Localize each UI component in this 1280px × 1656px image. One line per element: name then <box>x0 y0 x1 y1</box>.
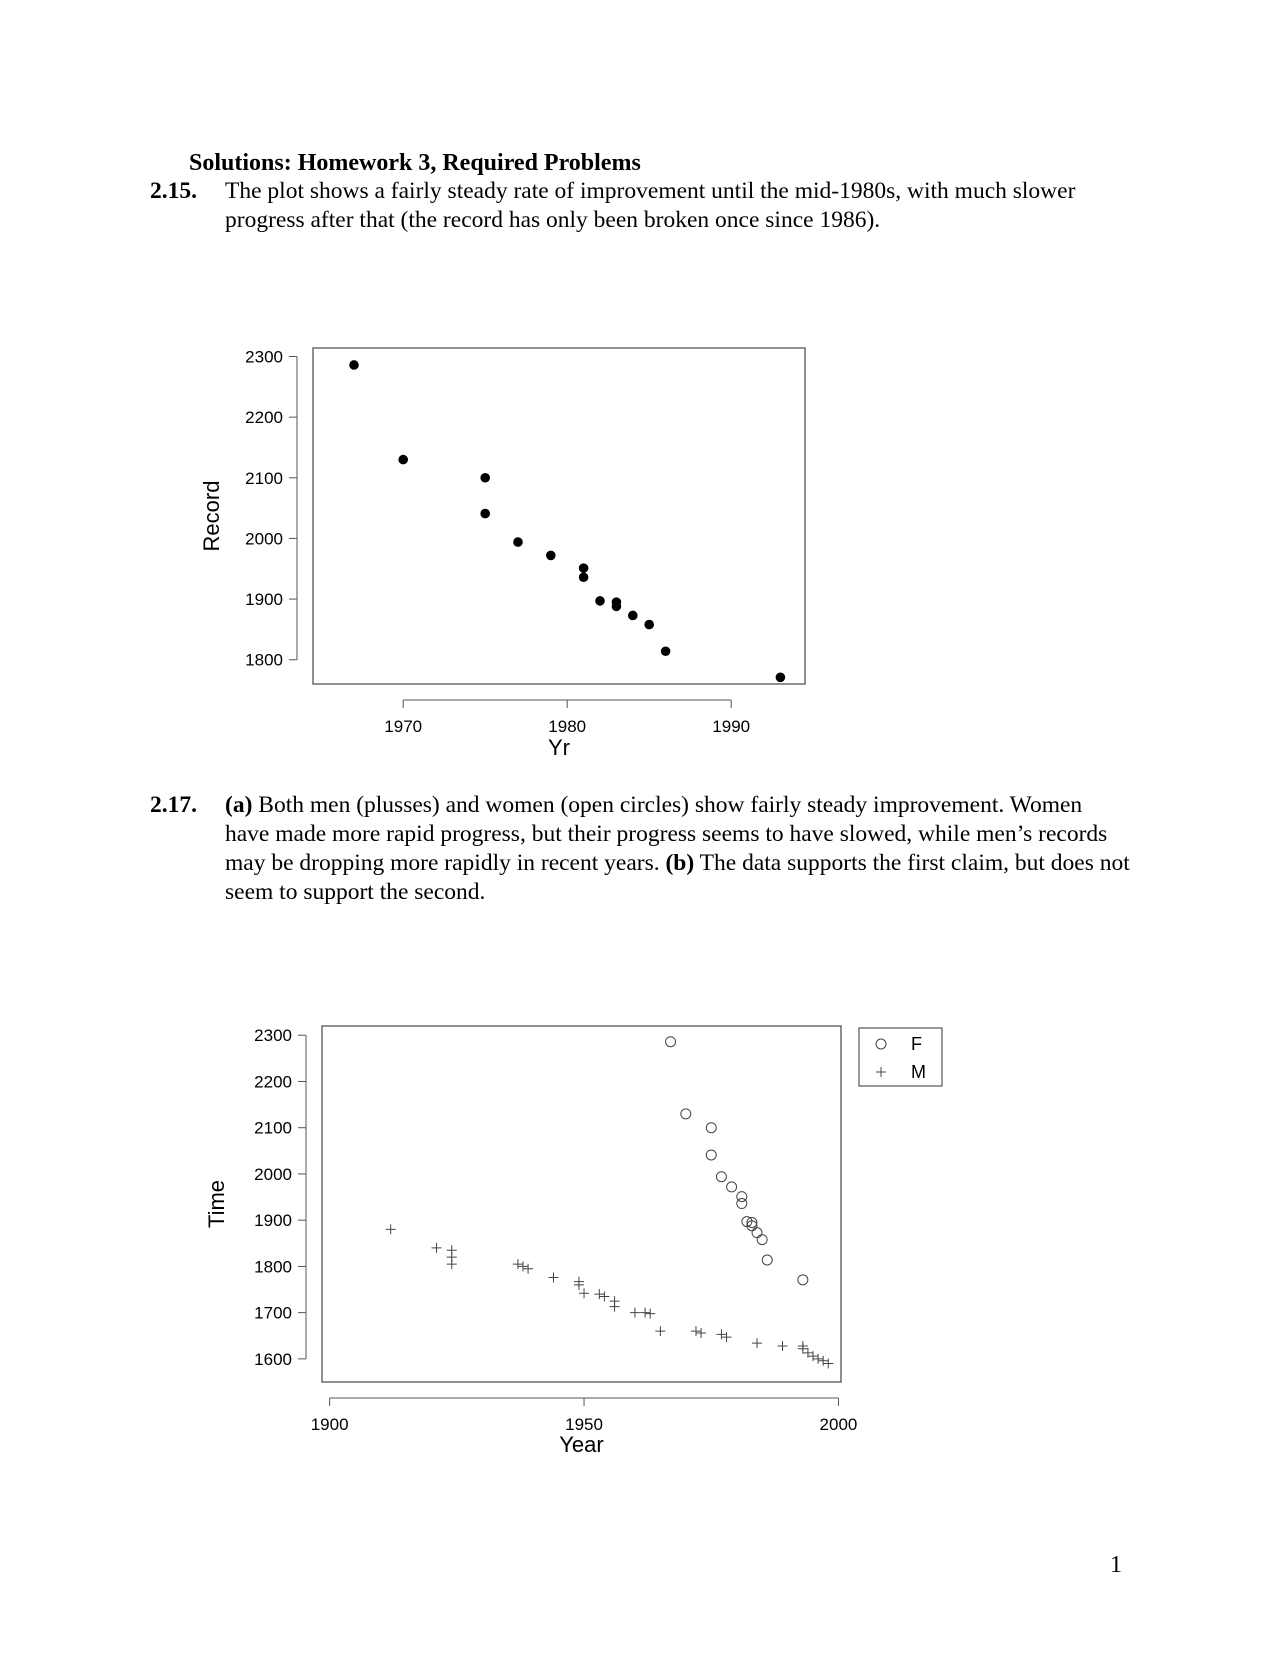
data-point-m <box>777 1341 787 1351</box>
data-point-m <box>447 1259 457 1269</box>
data-point-m <box>518 1261 528 1271</box>
problem-text: The plot shows a fairly steady rate of improvement until the mid-1980s, with much slower progress after that (the record has only been broken once since 1986). <box>225 178 1076 233</box>
plot-frame <box>322 1026 841 1382</box>
page-number: 1 <box>1110 1552 1122 1578</box>
legend-marker-f <box>876 1039 886 1049</box>
y-tick-label: 1800 <box>254 1257 292 1277</box>
x-tick-label: 1950 <box>565 1415 603 1434</box>
data-point-f <box>737 1199 747 1209</box>
data-point-m <box>549 1273 559 1283</box>
legend-marker-m <box>876 1067 886 1077</box>
data-point-f <box>716 1172 726 1182</box>
data-point-f <box>752 1228 762 1238</box>
x-tick-label: 1990 <box>712 717 751 736</box>
y-tick-label: 2300 <box>245 347 283 367</box>
data-point-m <box>640 1308 650 1318</box>
data-point-m <box>431 1243 441 1253</box>
part-b-label: (b) <box>665 850 695 876</box>
part-a-label: (a) <box>225 792 253 818</box>
y-tick-label: 2000 <box>254 1164 292 1184</box>
y-tick-label: 1900 <box>254 1211 292 1231</box>
part-a-text: Both men (plusses) and women (open circles) show fairly steady improvement. Women have made more rapid progress, but their progress seems to have slowed, while men’s records may be dropping more rapidly in recent years. <box>225 792 1108 876</box>
data-point-f <box>666 1037 676 1047</box>
data-point-m <box>655 1326 665 1336</box>
data-point-f <box>681 1109 691 1119</box>
x-axis-label: Yr <box>548 735 570 760</box>
data-point-m <box>630 1308 640 1318</box>
x-tick-label: 1970 <box>384 717 423 736</box>
data-point-m <box>823 1359 833 1369</box>
page-heading: Solutions: Homework 3, Required Problems <box>189 150 641 176</box>
problem-number: 2.15. <box>150 178 197 204</box>
data-point-f <box>706 1123 716 1133</box>
x-tick-label: 1900 <box>310 1415 349 1434</box>
x-tick-label: 1980 <box>548 717 587 736</box>
data-point-m <box>579 1288 589 1298</box>
data-point-m <box>818 1356 828 1366</box>
data-point-f <box>706 1150 716 1160</box>
x-tick-label: 2000 <box>819 1415 858 1434</box>
y-tick-label: 2200 <box>245 408 283 428</box>
data-point-m <box>645 1309 655 1319</box>
y-tick-label: 1800 <box>245 650 283 670</box>
legend-box <box>859 1028 942 1086</box>
x-axis-label: Year <box>559 1432 604 1457</box>
problem-number: 2.17. <box>150 792 197 818</box>
data-point-m <box>696 1328 706 1338</box>
y-axis-label: Time <box>204 1179 229 1229</box>
y-tick-label: 1900 <box>245 590 283 610</box>
data-point-m <box>813 1354 823 1364</box>
data-point-m <box>716 1329 726 1339</box>
y-axis-label: Record <box>199 480 224 552</box>
data-point-m <box>386 1224 396 1234</box>
data-point-m <box>722 1332 732 1342</box>
data-point-m <box>610 1302 620 1312</box>
y-tick-label: 2100 <box>254 1118 292 1138</box>
data-point-f <box>798 1275 808 1285</box>
y-tick-label: 2200 <box>254 1072 292 1092</box>
part-b-text: The data supports the first claim, but does not seem to support the second. <box>225 850 1130 905</box>
data-point-f <box>762 1255 772 1265</box>
data-point-m <box>594 1289 604 1299</box>
data-point-m <box>513 1259 523 1269</box>
y-tick-label: 2100 <box>245 468 283 488</box>
data-point-m <box>752 1338 762 1348</box>
y-tick-label: 1600 <box>254 1349 292 1369</box>
legend-entry: M <box>911 1062 926 1082</box>
legend-entry: F <box>911 1034 922 1054</box>
data-point-f <box>727 1182 737 1192</box>
data-point-m <box>691 1326 701 1336</box>
data-point-m <box>523 1264 533 1274</box>
data-point-m <box>599 1291 609 1301</box>
y-tick-label: 2000 <box>245 529 283 549</box>
y-tick-label: 2300 <box>254 1026 292 1046</box>
data-point-f <box>757 1235 767 1245</box>
data-point-m <box>798 1344 808 1354</box>
y-tick-label: 1700 <box>254 1303 292 1323</box>
